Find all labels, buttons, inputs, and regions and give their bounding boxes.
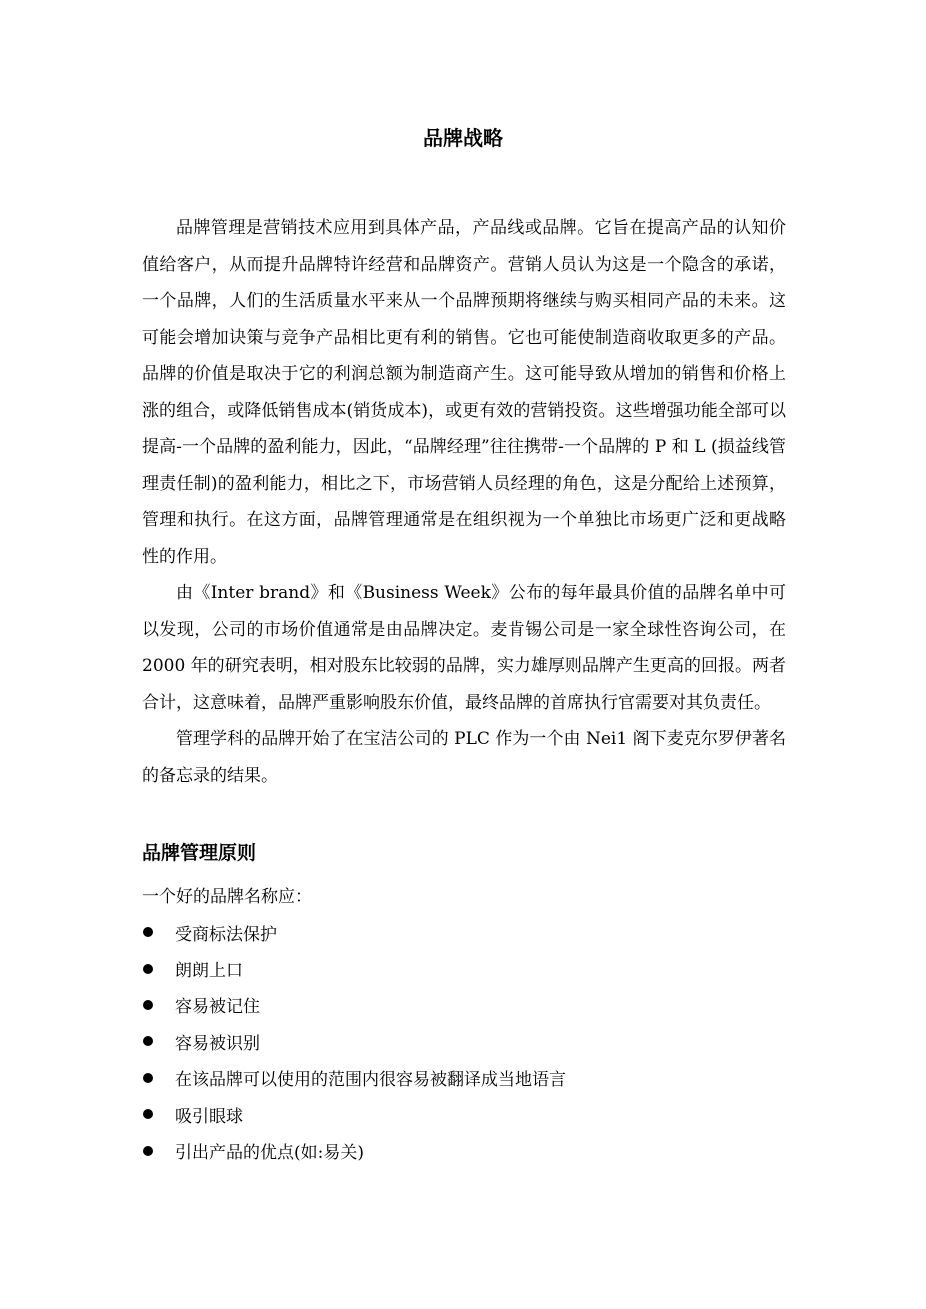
list-item-text: 容易被记住	[175, 997, 260, 1018]
list-item-text: 引出产品的优点(如:易关)	[175, 1143, 364, 1164]
list-item	[142, 1023, 786, 1059]
bullet-icon	[143, 927, 153, 937]
list-item-text: 受商标法保护	[175, 924, 277, 945]
list-item-text: 在该品牌可以使用的范围内很容易被翻译成当地语言	[175, 1070, 566, 1091]
section-heading: 品牌管理原则	[142, 842, 257, 864]
page-title: 品牌战略	[423, 126, 503, 150]
bullet-icon	[143, 1146, 153, 1156]
paragraph-brand-history: 管理学科的品牌开始了在宝洁公司的 PLC 作为一个由 Nei1 阁下麦克尔罗伊著名的备忘录的结果。	[142, 729, 786, 786]
list-item	[142, 950, 786, 986]
list-item	[142, 987, 786, 1023]
document-body	[142, 210, 786, 794]
section-intro: 一个好的品牌名称应：	[142, 887, 312, 907]
list-item-text: 吸引眼球	[175, 1106, 243, 1127]
list-item	[142, 1132, 786, 1168]
bullet-icon	[143, 1109, 153, 1119]
list-item	[142, 1096, 786, 1132]
list-item-text: 朗朗上口	[175, 961, 243, 982]
principles-list	[142, 914, 786, 1169]
bullet-icon	[143, 1000, 153, 1010]
bullet-icon	[143, 1073, 153, 1083]
list-item	[142, 914, 786, 950]
bullet-icon	[143, 1036, 153, 1046]
list-item	[142, 1060, 786, 1096]
list-item-text: 容易被识别	[175, 1033, 260, 1054]
bullet-icon	[143, 964, 153, 974]
paragraph-brand-value: 由《Inter brand》和《Business Week》公布的每年最具价值的品牌名单中可以发现，公司的市场价值通常是由品牌决定。麦肯锡公司是一家全球性咨询公司，在 2000 年的研究表明，相对股东比较弱的品牌，实力雄厚则品牌产生更高的回报。两者合计，这意味着，品牌严重影响股东价值，最终品牌的首席执行官需要对其负责任。	[142, 583, 786, 713]
paragraph-brand-management: 品牌管理是营销技术应用到具体产品，产品线或品牌。它旨在提高产品的认知价值给客户，从而提升品牌特许经营和品牌资产。营销人员认为这是一个隐含的承诺，一个品牌，人们的生活质量水平来从一个品牌预期将继续与购买相同产品的未来。这可能会增加诀策与竞争产品相比更有利的销售。它也可能使制造商收取更多的产品。品牌的价值是取决于它的利润总额为制造商产生。这可能导致从增加的销售和价格上涨的组合，或降低销售成本(销货成本)，或更有效的营销投资。这些增强功能全部可以提高-一个品牌的盈利能力，因此，“品牌经理”往往携带-一个品牌的 P 和 L (损益线管理责任制)的盈利能力，相比之下，市场营销人员经理的角色，这是分配给上述预算，管理和执行。在这方面，品牌管理通常是在组织视为一个单独比市场更广泛和更战略性的作用。	[142, 218, 786, 567]
